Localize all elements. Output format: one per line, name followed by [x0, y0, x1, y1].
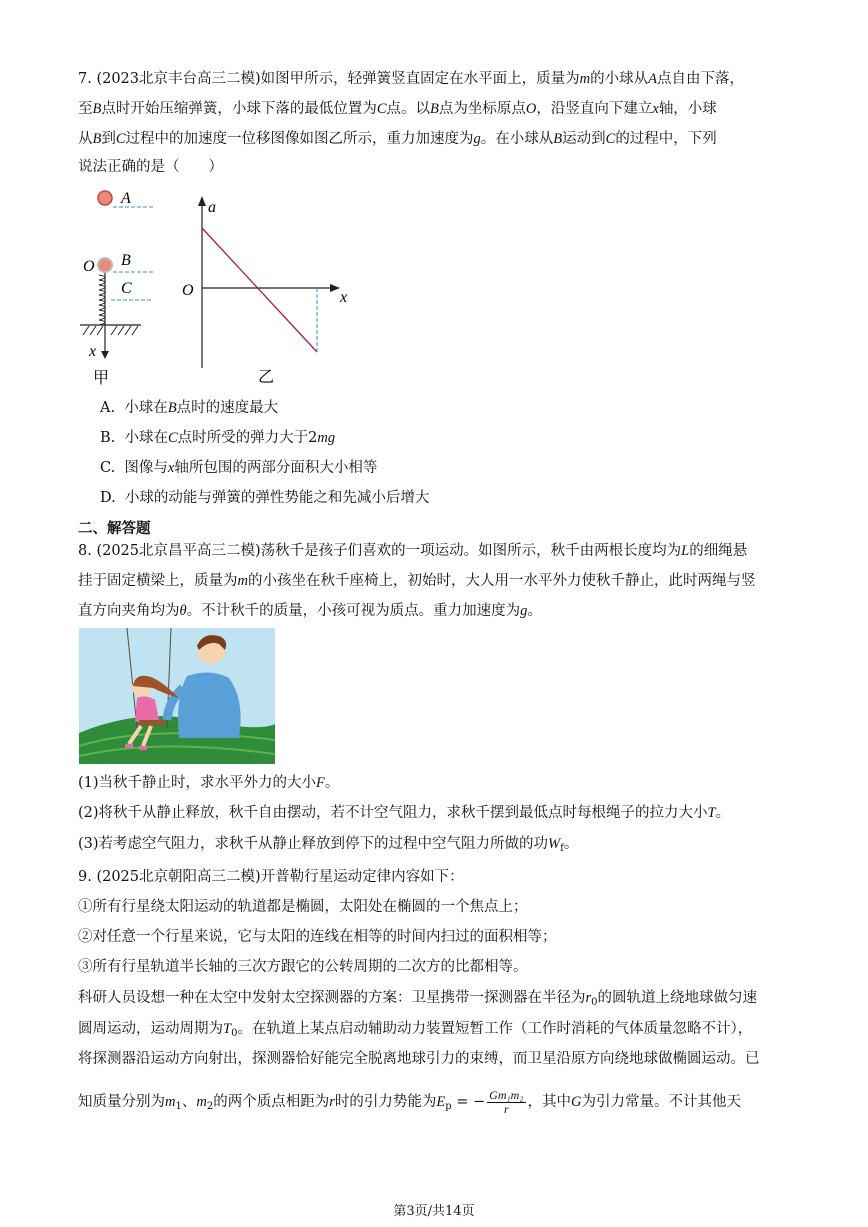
a-x-line — [202, 228, 317, 352]
q9-law-2: ②对任意一个行星来说，它与太阳的连线在相等的时间内扫过的面积相等； — [78, 929, 557, 945]
q9-line-1: 9. (2025北京朝阳高三二模)开普勒行星运动定律内容如下： — [78, 869, 464, 885]
q8-line-3: 直方向夹角均为θ。不计秋千的质量，小孩可视为质点。重力加速度为g。 — [78, 603, 542, 619]
q7-line-3: 从B到C过程中的加速度一位移图像如图乙所示，重力加速度为g。在小球从B运动到C的过程中，下列 — [78, 131, 717, 147]
q9-para-4: 知质量分别为$m_1$、$m_2$的两个质点相距为r时的引力势能为$E_p$ = − $\frac{\text{Gm₁m₂}}{r}$ ，其中G为引力常量。不计其他天 — [78, 1087, 741, 1116]
option-a[interactable]: A. 小球在B点时的速度最大 — [100, 400, 279, 416]
section-heading: 二、解答题 — [78, 520, 151, 537]
ball-b-icon — [98, 258, 112, 272]
label-c: C — [121, 280, 132, 297]
label-o: O — [83, 258, 95, 275]
q7-line-4: 说法正确的是（ ） — [78, 159, 223, 175]
caption-jia: 甲 — [93, 368, 110, 385]
q9-para-3: 将探测器沿运动方向射出，探测器恰好能完全脱离地球引力的束缚，而卫星沿原方向绕地球做椭圆运动。已 — [78, 1051, 760, 1067]
label-b: B — [121, 252, 131, 269]
q8-sub-1: (1)当秋千静止时，求水平外力的大小F。 — [78, 775, 340, 791]
q7-line-2: 至B点时开始压缩弹簧，小球下落的最低位置为C点。以B点为坐标原点O，沿竖直向下建立x轴，小球 — [78, 101, 717, 117]
axis-label-a: a — [208, 199, 216, 216]
option-c[interactable]: C. 图像与x轴所包围的两部分面积大小相等 — [100, 460, 378, 476]
page-footer: 第3页/共14页 — [393, 1204, 475, 1219]
figure-jia — [75, 185, 155, 385]
axis-label-x: x — [340, 289, 348, 306]
potential-energy-fraction: $\frac{\text{Gm₁m₂}}{r}$ — [489, 1087, 524, 1116]
ball-a-icon — [98, 191, 112, 205]
q9-law-1: ①所有行星绕太阳运动的轨道都是椭圆，太阳处在椭圆的一个焦点上； — [78, 899, 528, 915]
label-x: x — [89, 343, 97, 360]
figure-yi — [178, 190, 368, 390]
q8-line-1: 8. (2025北京昌平高三二模)荡秋千是孩子们喜欢的一项运动。如图所示，秋千由两根长度均为L的细绳悬 — [78, 543, 748, 559]
q8-sub-3: (3)若考虑空气阻力，求秋千从静止释放到停下的过程中空气阻力所做的功$W_f$。 — [78, 836, 579, 854]
q8-sub-2: (2)将秋千从静止释放，秋千自由摆动，若不计空气阻力，求秋千摆到最低点时每根绳子的拉力大小T。 — [78, 805, 731, 821]
q7-line-1: 7. (2023北京丰台高三二模)如图甲所示，轻弹簧竖直固定在水平面上，质量为m的小球从A点自由下落， — [78, 71, 745, 87]
label-a: A — [121, 190, 131, 207]
q8-line-2: 挂于固定横梁上，质量为m的小孩坐在秋千座椅上，初始时，大人用一水平外力使秋千静止，此时两绳与竖 — [78, 573, 756, 589]
spring-icon — [99, 275, 105, 325]
option-d[interactable]: D. 小球的动能与弹簧的弹性势能之和先减小后增大 — [100, 490, 430, 506]
swing-illustration — [79, 628, 275, 764]
option-b[interactable]: B. 小球在C点时所受的弹力大于2mg — [100, 430, 336, 446]
axis-label-o: O — [182, 282, 194, 299]
q9-para-2: 圆周运动，运动周期为$T_0$。在轨道上某点启动辅助动力装置短暂工作（工作时消耗的气体质量忽略不计）， — [78, 1021, 753, 1039]
q9-para-1: 科研人员设想一种在太空中发射太空探测器的方案：卫星携带一探测器在半径为$r_0$的圆轨道上绕地球做匀速 — [78, 990, 758, 1008]
q9-law-3: ③所有行星轨道半长轴的三次方跟它的公转周期的二次方的比都相等。 — [78, 959, 528, 975]
caption-yi: 乙 — [258, 367, 275, 386]
